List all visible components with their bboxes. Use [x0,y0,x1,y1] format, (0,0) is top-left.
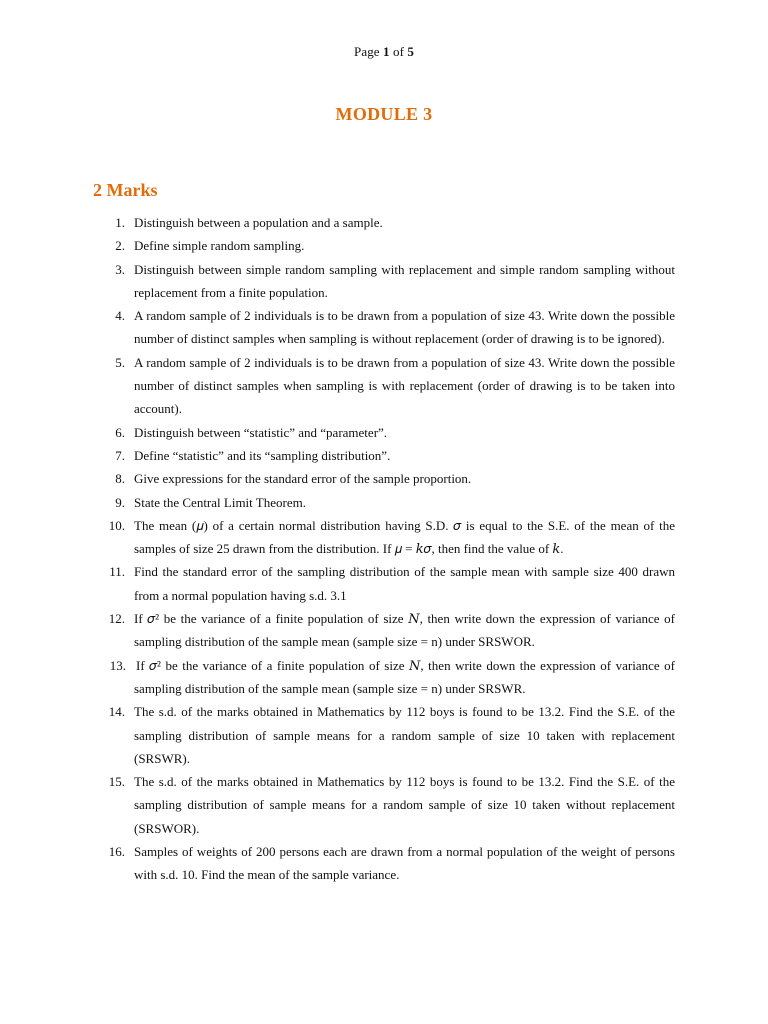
question-item [0,304,768,351]
page-total: 5 [407,44,414,59]
question-item [0,770,768,840]
question-number: 7. [115,447,125,463]
question-text: Define “statistic” and its “sampling distribution”. [134,447,391,463]
question-number: 14. [108,704,125,720]
question-text: If 𝜎² be the variance of a finite population of size 𝑁, then write down the expression of variance of sampling distribution of the sample mean (sample size = n) under SRSWR. [134,657,675,696]
question-item [0,444,768,467]
question-item [0,514,768,561]
page-prefix: Page [354,44,384,59]
question-text: Distinguish between a population and a sample. [134,215,383,230]
question-number: 8. [115,471,125,487]
question-number: 11. [109,564,125,580]
question-number: 16. [108,844,125,860]
page-number-header [0,44,768,60]
question-text: The s.d. of the marks obtained in Mathematics by 112 boys is found to be 13.2. Find the S.E. of the sampling distribution of sample means for a random sample of size 10 taken with replacement (SRSWR). [134,704,675,766]
question-item [0,607,768,654]
question-number: 2. [115,238,125,254]
question-text: State the Central Limit Theorem. [134,494,306,510]
question-text: The mean (𝜇) of a certain normal distribution having S.D. 𝜎 is equal to the S.E. of the mean of the samples of size 25 drawn from the distribution. If 𝜇 = 𝑘𝜎, then find the value of 𝑘. [134,517,675,557]
question-item [0,654,768,701]
question-text: Samples of weights of 200 persons each are drawn from a normal population of the weight of persons with s.d. 10. Find the mean of the sample variance. [134,844,675,883]
question-text: Distinguish between simple random sampling with replacement and simple random sampling without replacement from a finite population. [134,261,675,300]
question-number: 5. [115,354,125,370]
question-item [0,467,768,490]
question-item [0,351,768,421]
question-number: 3. [115,261,125,277]
page-of: of [389,44,408,59]
question-text: Distinguish between “statistic” and “parameter”. [134,424,388,440]
question-item [0,560,768,607]
question-number: 1. [115,215,125,230]
question-number: 15. [108,774,125,790]
question-item [0,211,768,234]
question-number: 4. [115,308,125,324]
question-number: 13. [109,657,126,673]
question-item [0,421,768,444]
question-number: 6. [115,424,125,440]
page-current: 1 [383,44,390,59]
question-text: Define simple random sampling. [134,238,305,254]
question-text: A random sample of 2 individuals is to be drawn from a population of size 43. Write down the possible number of distinct samples when sampling is without replacement (order of drawing is to be ignored). [134,308,675,347]
question-text: Give expressions for the standard error of the sample proportion. [134,471,472,487]
question-number: 12. [108,611,125,627]
question-text: The s.d. of the marks obtained in Mathematics by 112 boys is found to be 13.2. Find the S.E. of the sampling distribution of sample means for a random sample of size 10 taken without replacement (SRSWOR). [134,774,675,836]
question-item [0,700,768,770]
question-text: If 𝜎² be the variance of a finite population of size 𝑁, then write down the expression of variance of sampling distribution of the sample mean (sample size = n) under SRSWOR. [134,611,675,650]
question-text: Find the standard error of the sampling distribution of the sample mean with sample size 400 drawn from a normal population having s.d. 3.1 [134,564,675,603]
question-number: 9. [115,494,125,510]
question-text: A random sample of 2 individuals is to be drawn from a population of size 43. Write down the possible number of distinct samples when sampling is with replacement (order of drawing is to be taken into account). [134,354,675,417]
module-title: MODULE 3 [335,104,433,124]
question-item [0,840,768,887]
question-list [0,211,768,887]
question-item [0,491,768,514]
section-heading: 2 Marks [93,180,158,200]
question-item [0,258,768,305]
question-item [0,234,768,257]
question-number: 10. [108,517,125,533]
